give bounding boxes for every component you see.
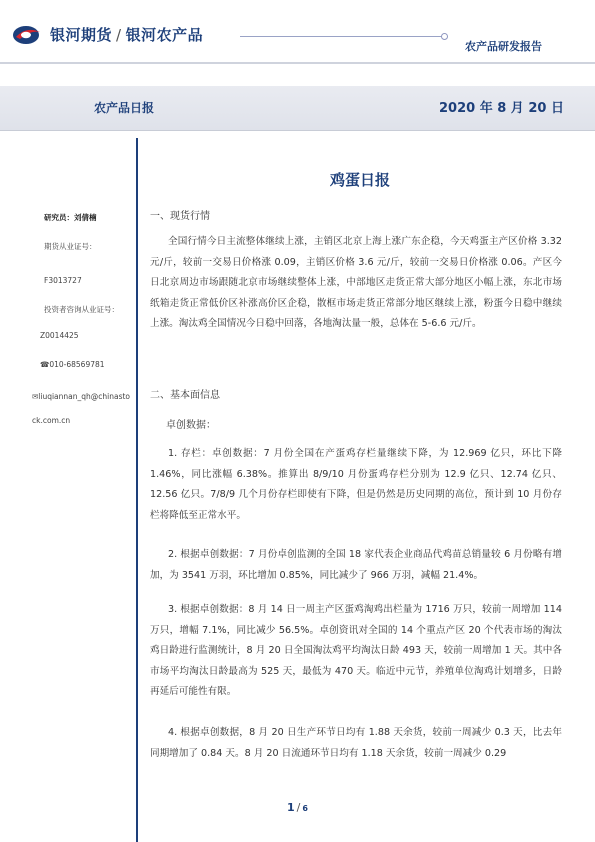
fundamentals-item-4: 4. 根据卓创数据，8 月 20 日生产环节日均有 1.88 天余货，较前一周减少 0.3 天，比去年同期增加了 0.84 天。8 月 20 日流通环节日均有 1.18 天余货，较前一周减少 0.29 [150, 727, 562, 759]
researcher-name: 刘倩楠 [74, 213, 97, 222]
page-current: 1 [287, 801, 295, 814]
report-date: 2020 年 8 月 20 日 [439, 101, 564, 116]
phone-number: 010-68569781 [49, 360, 105, 369]
section-spot-market: 一、现货行情 [150, 211, 210, 222]
section-fundamentals: 二、基本面信息 [150, 390, 220, 401]
header-divider-line [240, 36, 445, 37]
page-total: 6 [302, 804, 308, 813]
report-category: 农产品日报 [94, 101, 155, 115]
brand-separator: / [116, 26, 122, 44]
license-label: 期货从业证号： [44, 242, 97, 251]
fundamentals-item-2: 2. 根据卓创数据：7 月份卓创监测的全国 18 家代表企业商品代鸡苗总销量较 6 月份略有增加，为 3541 万羽，环比增加 0.85%，同比减少了 966 万羽，减幅 21.4%。 [150, 549, 562, 581]
header-rule [0, 62, 595, 64]
page-number [287, 801, 308, 814]
galaxy-logo-icon [12, 24, 46, 46]
brand-title [50, 24, 203, 45]
email-line [32, 392, 130, 401]
document-title: 鸡蛋日报 [330, 171, 391, 189]
brand-primary: 银河期货 [50, 26, 113, 44]
brand-secondary: 银河农产品 [125, 26, 204, 44]
phone-icon: ☎ [40, 360, 50, 369]
mail-icon: ✉ [32, 392, 39, 401]
page-separator: / [296, 801, 301, 814]
header-divider-dot [441, 33, 448, 40]
fundamentals-item-1: 1. 存栏：卓创数据：7 月份全国在产蛋鸡存栏量继续下降，为 12.969 亿只，环比下降 1.46%，同比涨幅 6.38%。推算出 8/9/10 月份蛋鸡存栏分别为 12.9 亿只、12.74 亿只、12.56 亿只。7/8/9 几个月份存栏即使有下降，但是仍然是历史同期的高位，预计到 10 月份存栏将降低至正常水平。 [150, 448, 562, 521]
zhuochuang-label: 卓创数据： [166, 420, 216, 431]
researcher-label: 研究员： [44, 213, 74, 222]
email-part-1[interactable]: liuqiannan_qh@chinasto [38, 392, 131, 401]
fundamentals-item-3: 3. 根据卓创数据：8 月 14 日一周主产区蛋鸡淘鸡出栏量为 1716 万只，较前一周增加 114 万只，增幅 7.1%，同比减少 56.5%。卓创资讯对全国的 14 个重点产区 20 个代表市场的淘汰鸡日龄进行监测统计，8 月 20 日全国淘汰鸡平均淘汰日龄 493 天，较前一周增加 1 天。其中各市场平均淘汰日龄最高为 525 天，最低为 470 天。临近中元节，养殖单位淘鸡计划增多，日龄再延后可能性有限。 [150, 604, 562, 697]
phone-line [40, 360, 105, 369]
consult-label: 投资者咨询从业证号： [44, 305, 119, 314]
sidebar-divider [136, 138, 138, 842]
paragraph-spot-market: 全国行情今日主流整体继续上涨，主销区北京上海上涨广东企稳，今天鸡蛋主产区价格 3.32 元/斤，较前一交易日价格涨 0.09，主销区价格 3.6 元/斤，较前一交易日价格涨 0.06。产区今日北京周边市场跟随北京市场继续整体上涨，中部地区走货正常大部分地区小幅上涨，东北市场纸箱走货正常低价区补涨高价区企稳，散框市场走货正常部分地区继续上涨，粉蛋今日稳中继续上涨。淘汰鸡全国情况今日稳中回落，各地淘汰量一般，总体在 5-6.6 元/斤。 [150, 236, 562, 329]
email-part-2[interactable]: ck.com.cn [32, 416, 71, 425]
researcher [44, 212, 97, 223]
report-type: 农产品研发报告 [465, 40, 542, 53]
consult-number: Z0014425 [40, 331, 79, 340]
license-number: F3013727 [44, 276, 82, 285]
